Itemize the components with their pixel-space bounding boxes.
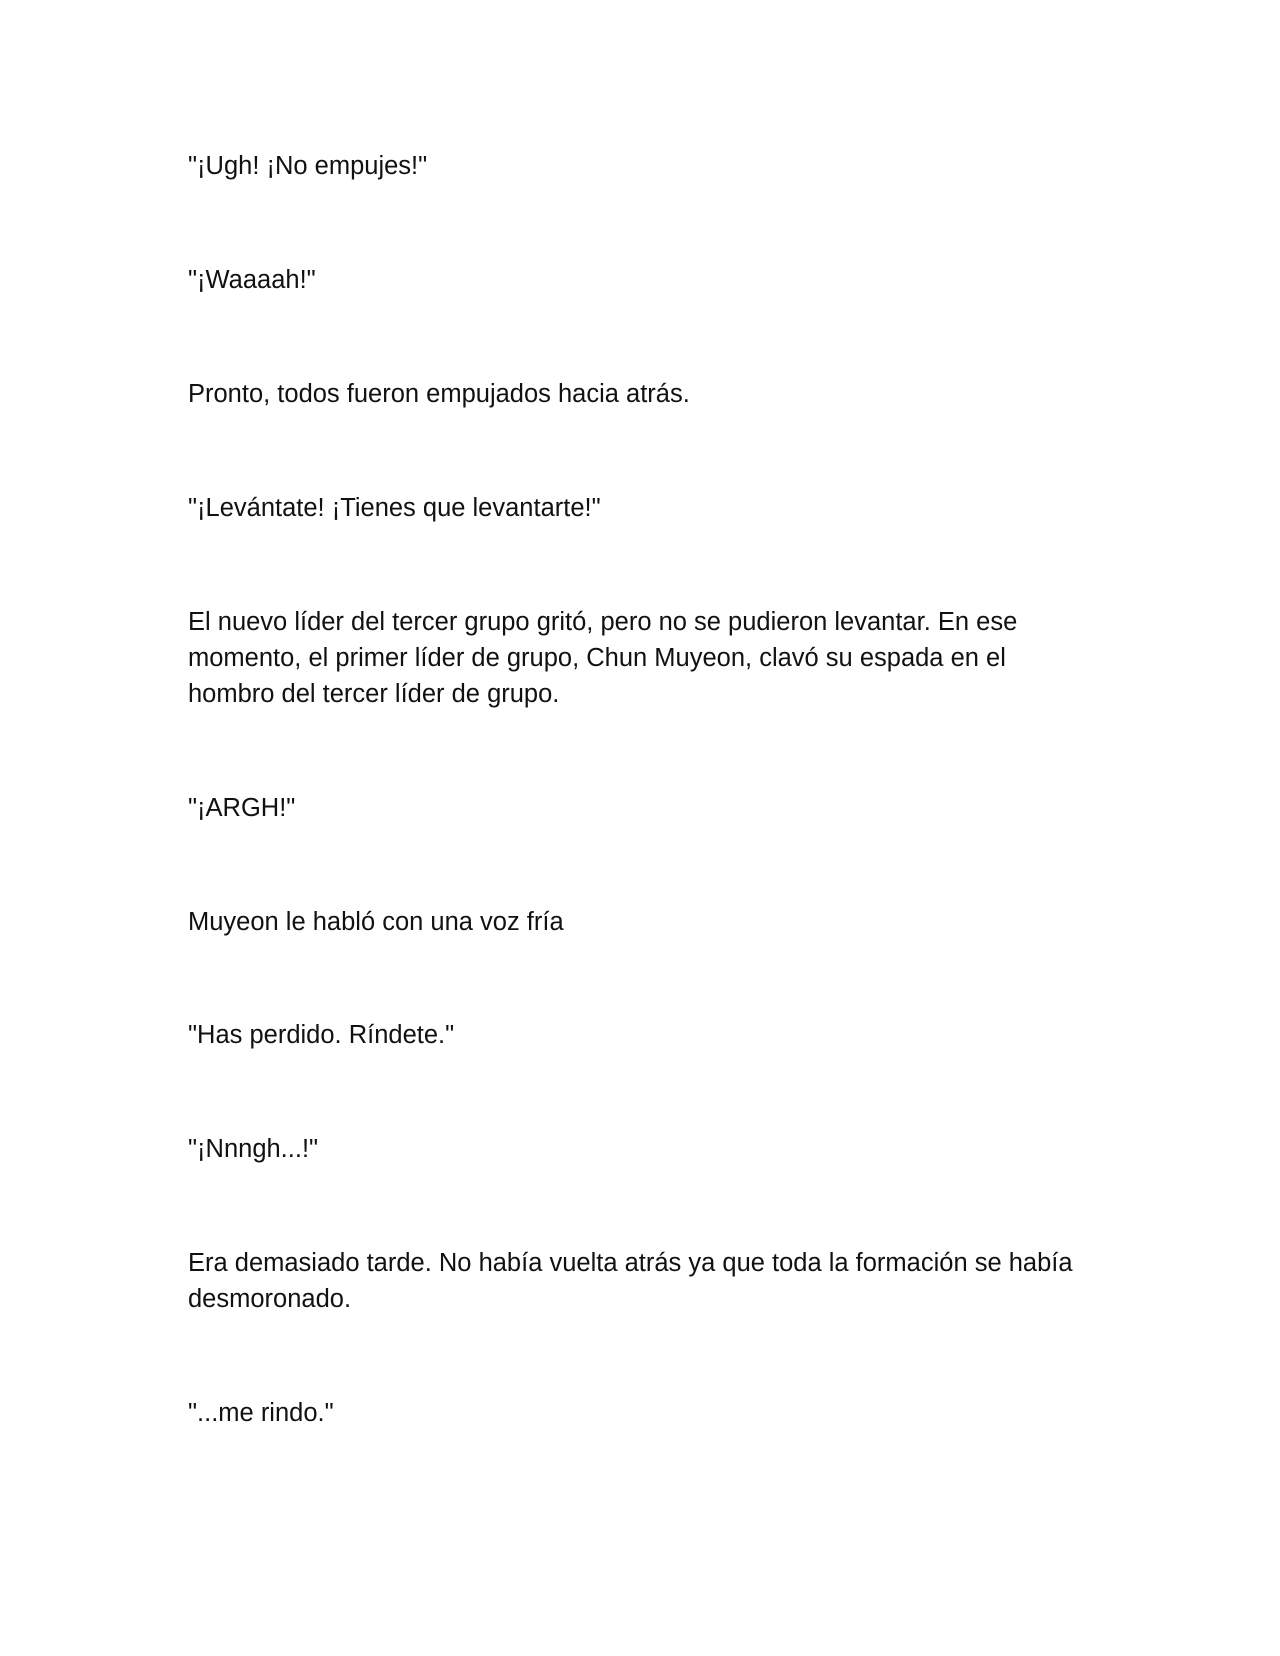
paragraph-7: Muyeon le habló con una voz fría — [188, 908, 564, 936]
paragraph-9: "¡Nnngh...!" — [188, 1135, 319, 1163]
paragraph-5: El nuevo líder del tercer grupo gritó, pero no se pudieron levantar. En ese momento, el primer líder de grupo, Chun Muyeon, clavó su espada en el hombro del tercer líder de grupo. — [188, 608, 1018, 708]
paragraph-4: "¡Levántate! ¡Tienes que levantarte!" — [188, 494, 601, 522]
paragraph-2: "¡Waaaah!" — [188, 266, 316, 294]
paragraph-3: Pronto, todos fueron empujados hacia atrás. — [188, 380, 690, 408]
paragraph-8: "Has perdido. Ríndete." — [188, 1021, 455, 1049]
paragraph-10: Era demasiado tarde. No había vuelta atrás ya que toda la formación se había desmoronado. — [188, 1249, 1073, 1313]
paragraph-11: "...me rindo." — [188, 1399, 334, 1427]
paragraph-6: "¡ARGH!" — [188, 794, 296, 822]
paragraph-1: "¡Ugh! ¡No empujes!" — [188, 152, 428, 180]
